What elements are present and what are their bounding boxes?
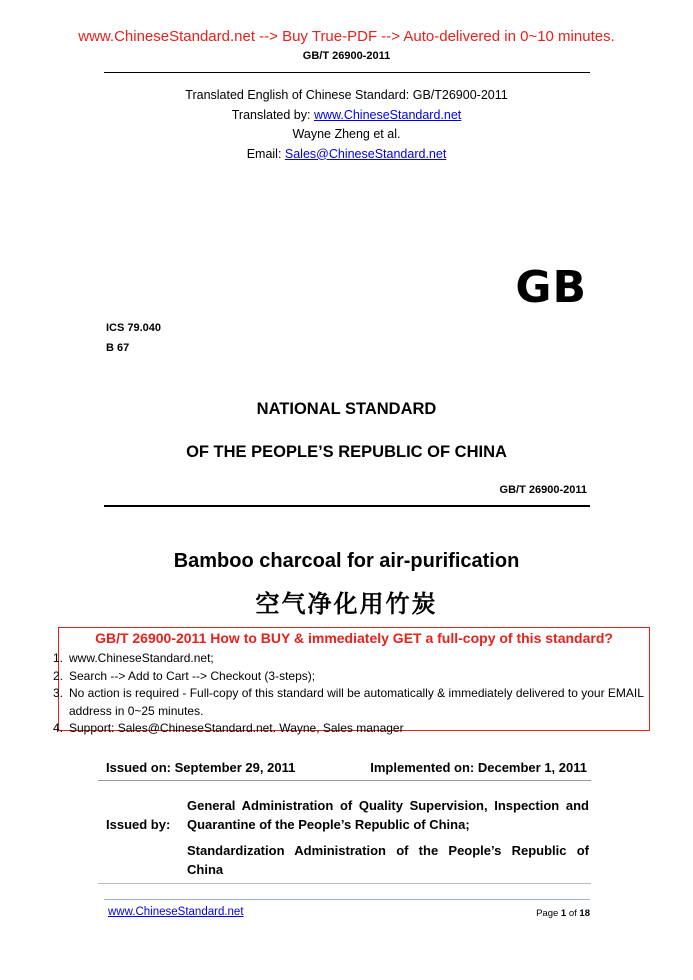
document-title-cn: 空气净化用竹炭	[255, 590, 438, 618]
translator-name: Wayne Zheng et al.	[292, 127, 401, 141]
list-item	[53, 685, 654, 720]
step-number: 1.	[53, 651, 64, 665]
step-number: 4.	[53, 721, 64, 735]
ics-code: ICS 79.040	[106, 322, 162, 334]
issuers-rule	[98, 883, 591, 884]
step-text: Support: Sales@ChineseStandard.net. Wayne, Sales manager	[69, 721, 404, 735]
footer-rule	[104, 899, 590, 900]
prc-heading: OF THE PEOPLE’S REPUBLIC OF CHINA	[186, 443, 507, 461]
promo-banner[interactable]: www.ChineseStandard.net --> Buy True-PDF --> Auto-delivered in 0~10 minutes.	[78, 28, 615, 45]
step-text: Search --> Add to Cart --> Checkout (3-steps);	[69, 668, 316, 683]
translated-by-label: Translated by:	[231, 107, 314, 122]
translation-info	[0, 86, 693, 164]
purchase-steps	[53, 650, 654, 738]
list-item	[53, 720, 654, 738]
header-standard-code: GB/T 26900-2011	[302, 50, 391, 62]
issuer-sac: Standardization Administration of the People’s Republic of China	[187, 843, 589, 877]
email-label: Email:	[246, 146, 285, 161]
purchase-heading: GB/T 26900-2011 How to BUY & immediately GET a full-copy of this standard?	[95, 630, 613, 646]
step-number: 2.	[53, 668, 64, 683]
page-number: 1	[560, 908, 567, 919]
page-total: 18	[579, 908, 590, 919]
list-item[interactable]	[53, 650, 654, 668]
translated-by-line	[0, 106, 693, 126]
step-text: No action is required - Full-copy of this standard will be automatically & immediately delivered to your EMAIL address in 0~25 minutes.	[69, 686, 644, 718]
list-item	[53, 668, 654, 686]
page-indicator	[536, 908, 590, 919]
standard-code: GB/T 26900-2011	[499, 484, 587, 496]
issued-on-date: Issued on: September 29, 2011	[106, 760, 296, 775]
purchase-info-box	[53, 627, 650, 735]
implemented-on-date: Implemented on: December 1, 2011	[370, 760, 587, 775]
email-line	[0, 145, 693, 165]
dates-rule	[98, 780, 591, 781]
step-text: www.ChineseStandard.net;	[69, 651, 214, 665]
page-of-label: of	[566, 908, 580, 919]
page-label: Page	[536, 908, 561, 919]
document-title-en: Bamboo charcoal for air-purification	[173, 550, 520, 572]
ccs-code: B 67	[106, 342, 130, 354]
step-number: 3.	[53, 686, 64, 700]
gb-mark: GB	[515, 262, 587, 313]
footer-site-link[interactable]: www.ChineseStandard.net	[108, 906, 244, 918]
national-standard-heading: NATIONAL STANDARD	[256, 400, 437, 418]
title-rule	[104, 505, 590, 507]
header-rule	[104, 72, 590, 73]
email-link[interactable]: Sales@ChineseStandard.net	[284, 146, 447, 161]
issued-by-label: Issued by:	[106, 817, 171, 832]
translation-line: Translated English of Chinese Standard: GB/T26900-2011	[185, 88, 508, 102]
translator-site-link[interactable]: www.ChineseStandard.net	[313, 107, 462, 122]
issuer-aqsiq: General Administration of Quality Supervision, Inspection and Quarantine of the People’s Republic of China;	[187, 798, 589, 832]
